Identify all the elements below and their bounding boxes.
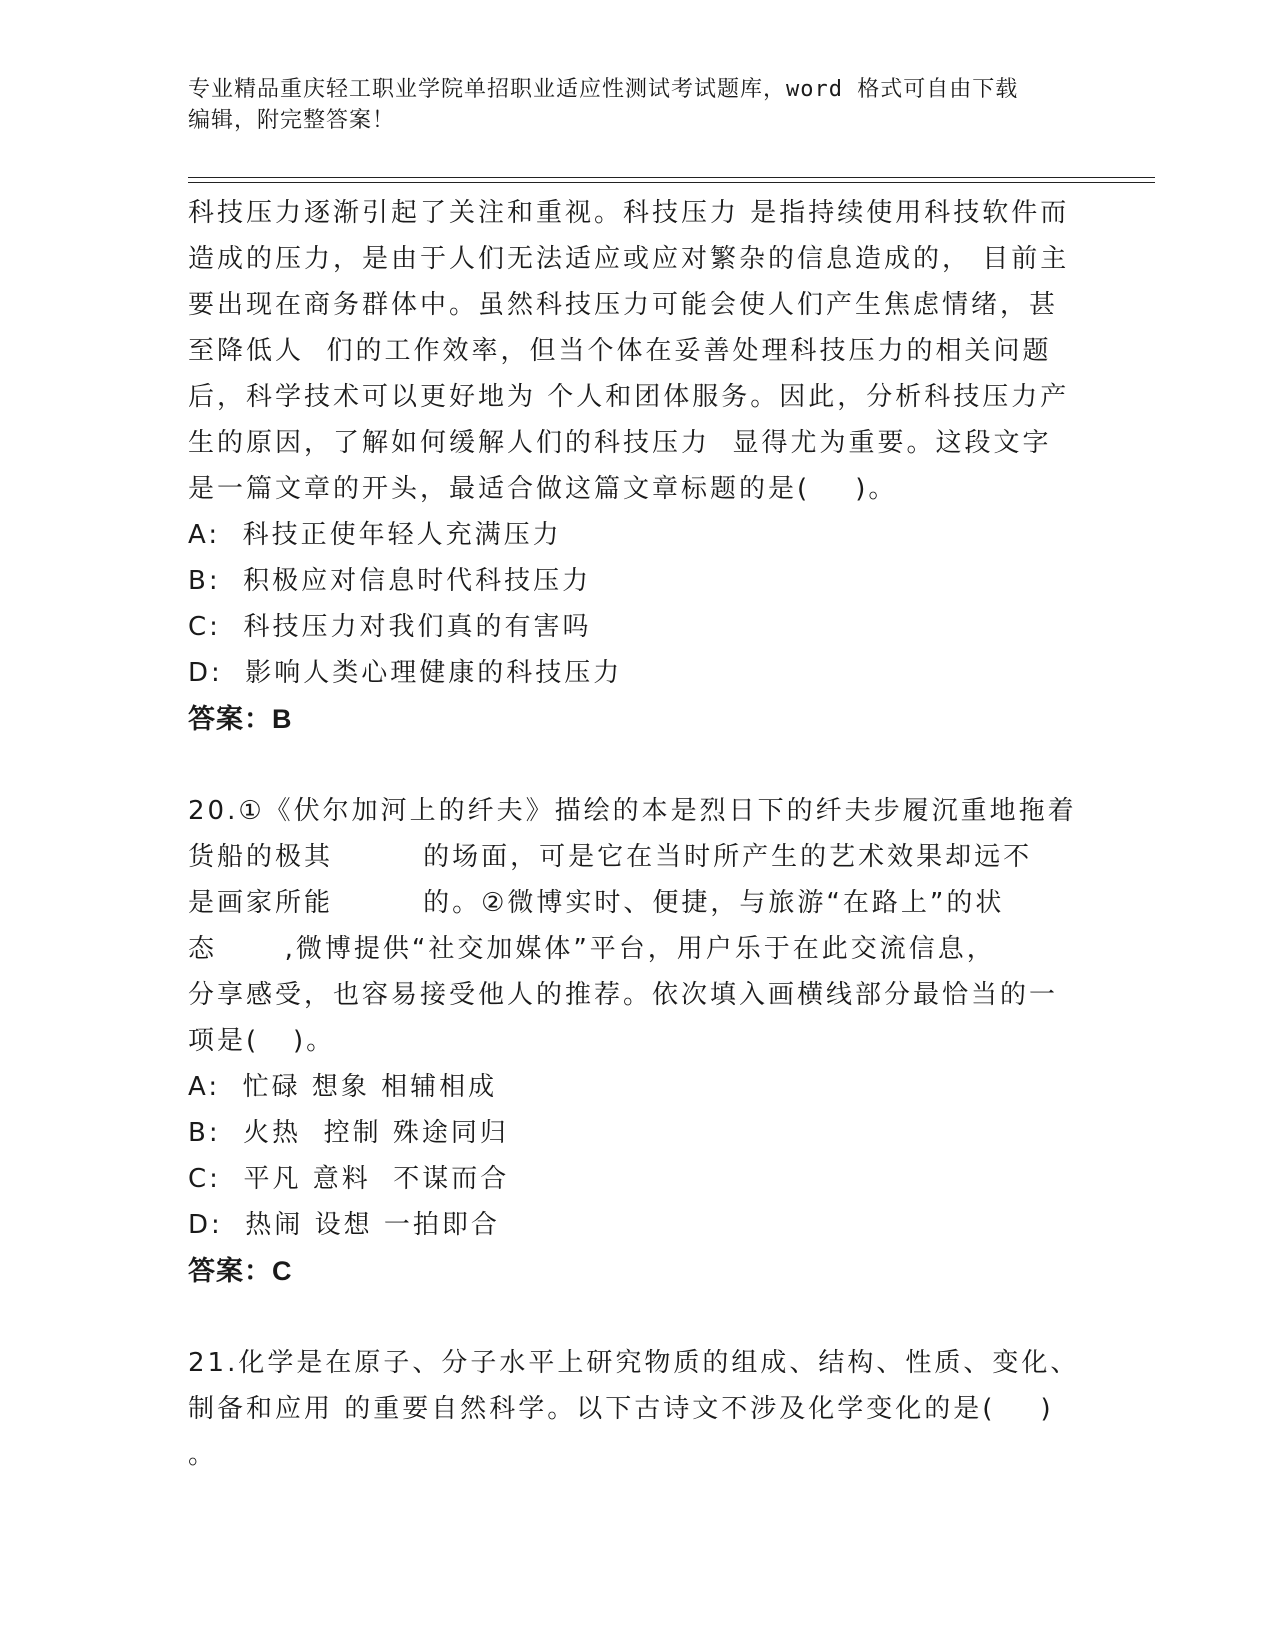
question-text-line: 生的原因，了解如何缓解人们的科技压力 显得尤为重要。这段文字: [188, 428, 1052, 458]
question-21: [188, 1340, 1088, 1478]
option-b: B: 积极应对信息时代科技压力: [188, 566, 592, 596]
question-text-line: 态 ,微博提供“社交加媒体”平台，用户乐于在此交流信息，: [188, 934, 996, 964]
option-a: A: 科技正使年轻人充满压力: [188, 520, 562, 550]
question-19: [188, 190, 1088, 742]
header-rule-bottom: [188, 182, 1155, 183]
header-line-2: 编辑，附完整答案！: [188, 108, 396, 133]
question-text-line: 项是( )。: [188, 1026, 336, 1056]
option-d: D: 影响人类心理健康的科技压力: [188, 658, 623, 688]
option-d: D: 热闹 设想 一拍即合: [188, 1210, 500, 1240]
question-text-line: 科技压力逐渐引起了关注和重视。科技压力 是指持续使用科技软件而: [188, 198, 1070, 228]
question-text-line: 货船的极其 的场面，可是它在当时所产生的艺术效果却远不: [188, 842, 1033, 872]
question-text-line: 分享感受，也容易接受他人的推荐。依次填入画横线部分最恰当的一: [188, 980, 1059, 1010]
question-text-line: 要出现在商务群体中。虽然科技压力可能会使人们产生焦虑情绪，甚: [188, 290, 1059, 320]
document-header: [188, 74, 1068, 136]
question-20: [188, 788, 1088, 1294]
spacer: [188, 742, 1088, 788]
option-a: A: 忙碌 想象 相辅相成: [188, 1072, 498, 1102]
question-text-line: 。: [188, 1440, 218, 1470]
spacer: [188, 1294, 1088, 1340]
question-text-line: 至降低人 们的工作效率，但当个体在妥善处理科技压力的相关问题: [188, 336, 1052, 366]
question-text-line: 后，科学技术可以更好地为 个人和团体服务。因此，分析科技压力产: [188, 382, 1070, 412]
answer: 答案：B: [188, 704, 293, 734]
option-c: C: 平凡 意料 不谋而合: [188, 1164, 510, 1194]
question-text-line: 造成的压力，是由于人们无法适应或应对繁杂的信息造成的， 目前主: [188, 244, 1070, 274]
document-body: [188, 190, 1088, 1478]
option-c: C: 科技压力对我们真的有害吗: [188, 612, 592, 642]
option-b: B: 火热 控制 殊途同归: [188, 1118, 509, 1148]
question-text-line: 是一篇文章的开头，最适合做这篇文章标题的是( )。: [188, 474, 898, 504]
question-text-line: 20.①《伏尔加河上的纤夫》描绘的本是烈日下的纤夫步履沉重地拖着: [188, 796, 1077, 826]
header-rule-top: [188, 177, 1155, 178]
question-text-line: 制备和应用 的重要自然科学。以下古诗文不涉及化学变化的是( ): [188, 1394, 1054, 1424]
answer: 答案：C: [188, 1256, 293, 1286]
header-line-1: 专业精品重庆轻工职业学院单招职业适应性测试考试题库，word 格式可自由下载: [188, 77, 1019, 102]
question-text-line: 21.化学是在原子、分子水平上研究物质的组成、结构、性质、变化、: [188, 1348, 1080, 1378]
question-text-line: 是画家所能 的。②微博实时、便捷，与旅游“在路上”的状: [188, 888, 1005, 918]
